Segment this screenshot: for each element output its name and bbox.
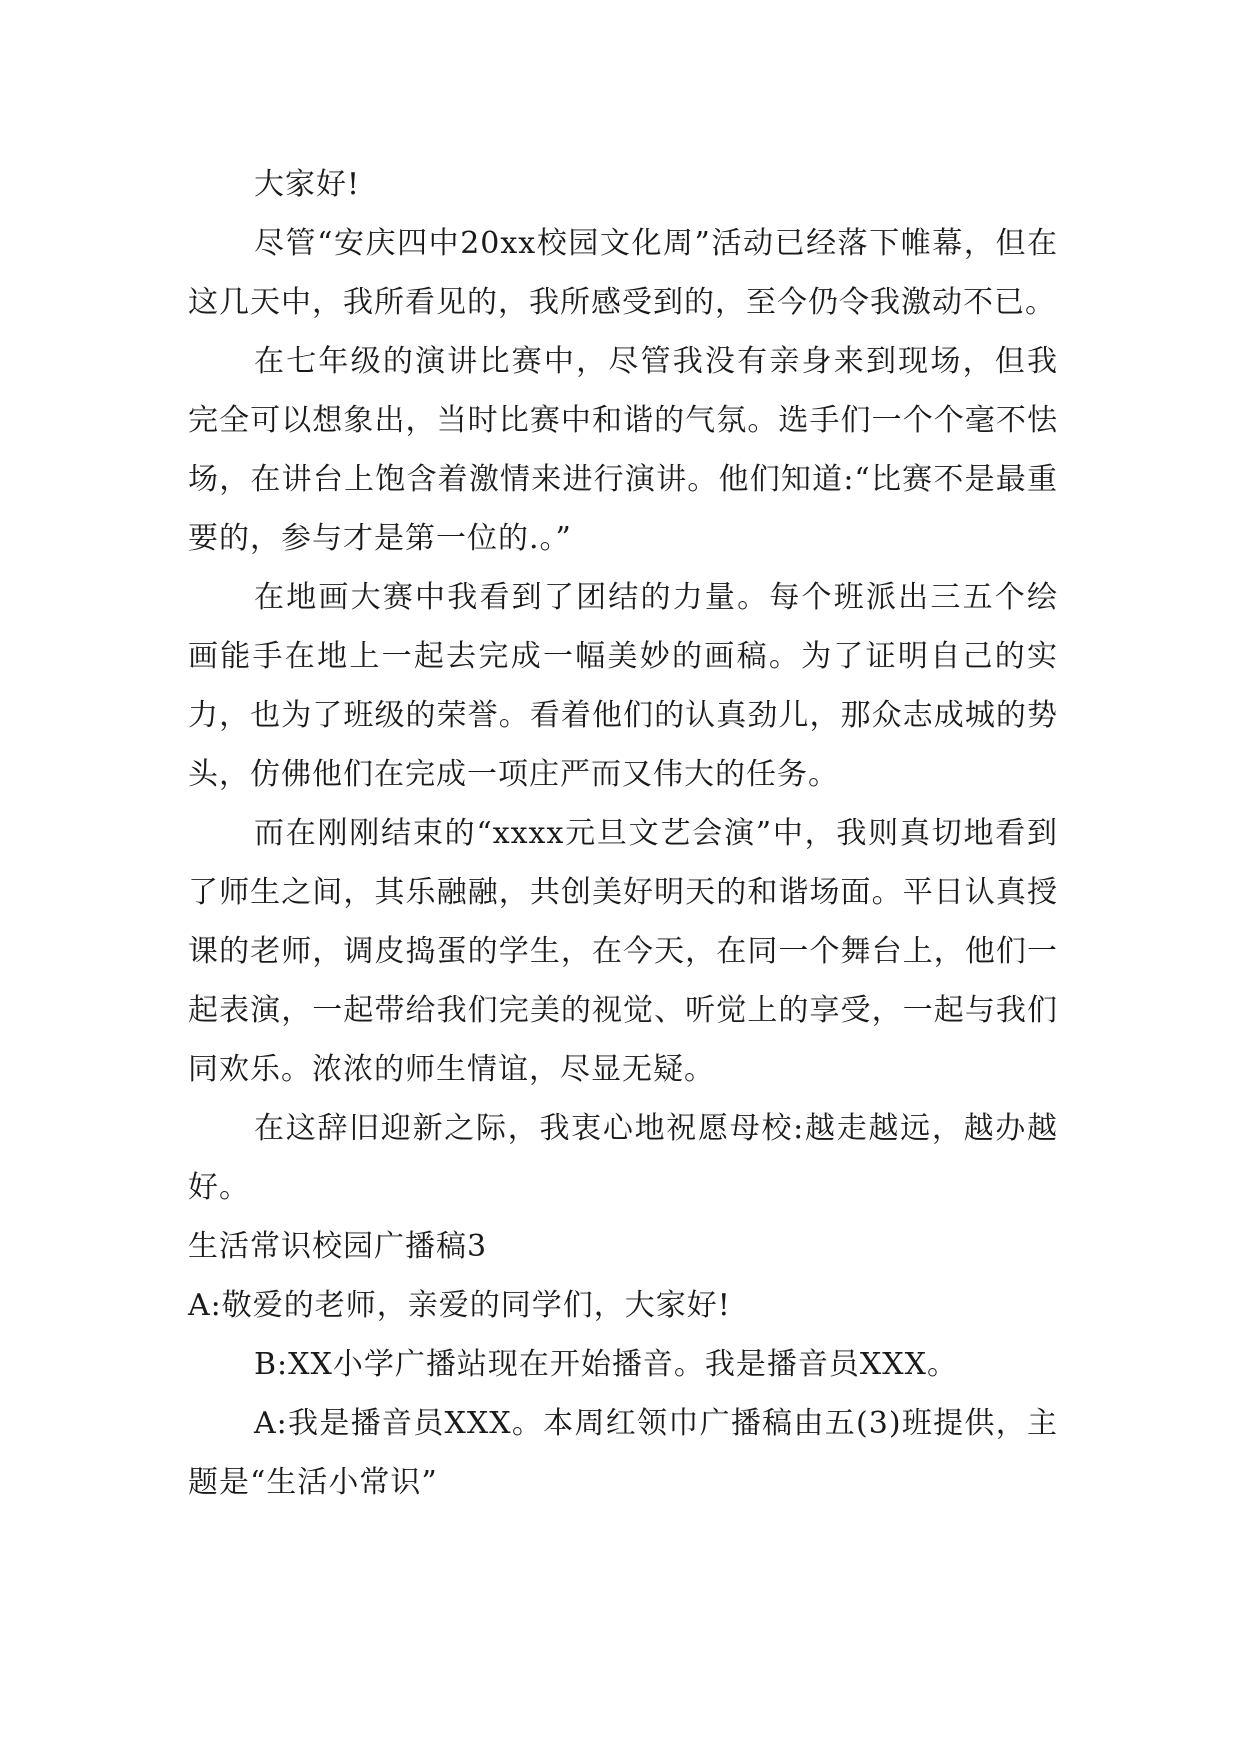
document-body [188, 155, 1058, 1512]
culture-week-paragraph: 尽管“安庆四中20xx校园文化周”活动已经落下帷幕，但在这几天中，我所看见的，我所感受到的，至今仍令我激动不已。 [188, 226, 1058, 320]
speech-contest-paragraph: 在七年级的演讲比赛中，尽管我没有亲身来到现场，但我完全可以想象出，当时比赛中和谐的气氛。选手们一个个毫不怯场，在讲台上饱含着激情来进行演讲。他们知道:“比赛不是最重要的，参与才是第一位的.。” [188, 344, 1058, 556]
blessing-paragraph: 在这辞旧迎新之际，我衷心地祝愿母校:越走越远，越办越好。 [188, 1111, 1058, 1205]
ground-painting-paragraph: 在地画大赛中我看到了团结的力量。每个班派出三五个绘画能手在地上一起去完成一幅美妙的画稿。为了证明自己的实力，也为了班级的荣誉。看着他们的认真劲儿，那众志成城的势头，仿佛他们在完成一项庄严而又伟大的任务。 [188, 580, 1058, 792]
broadcast-line-a2: A:我是播音员XXX。本周红领巾广播稿由五(3)班提供，主题是“生活小常识” [188, 1406, 1058, 1500]
broadcast-line-a1: A:敬爱的老师，亲爱的同学们，大家好! [188, 1288, 731, 1323]
broadcast-line-b1: B:XX小学广播站现在开始播音。我是播音员XXX。 [254, 1347, 958, 1382]
new-year-performance-paragraph: 而在刚刚结束的“xxxx元旦文艺会演”中，我则真切地看到了师生之间，其乐融融，共创美好明天的和谐场面。平日认真授课的老师，调皮捣蛋的学生，在今天，在同一个舞台上，他们一起表演，一起带给我们完美的视觉、听觉上的享受，一起与我们同欢乐。浓浓的师生情谊，尽显无疑。 [188, 816, 1058, 1087]
greeting-paragraph: 大家好! [254, 167, 361, 202]
section-heading: 生活常识校园广播稿3 [188, 1229, 488, 1264]
